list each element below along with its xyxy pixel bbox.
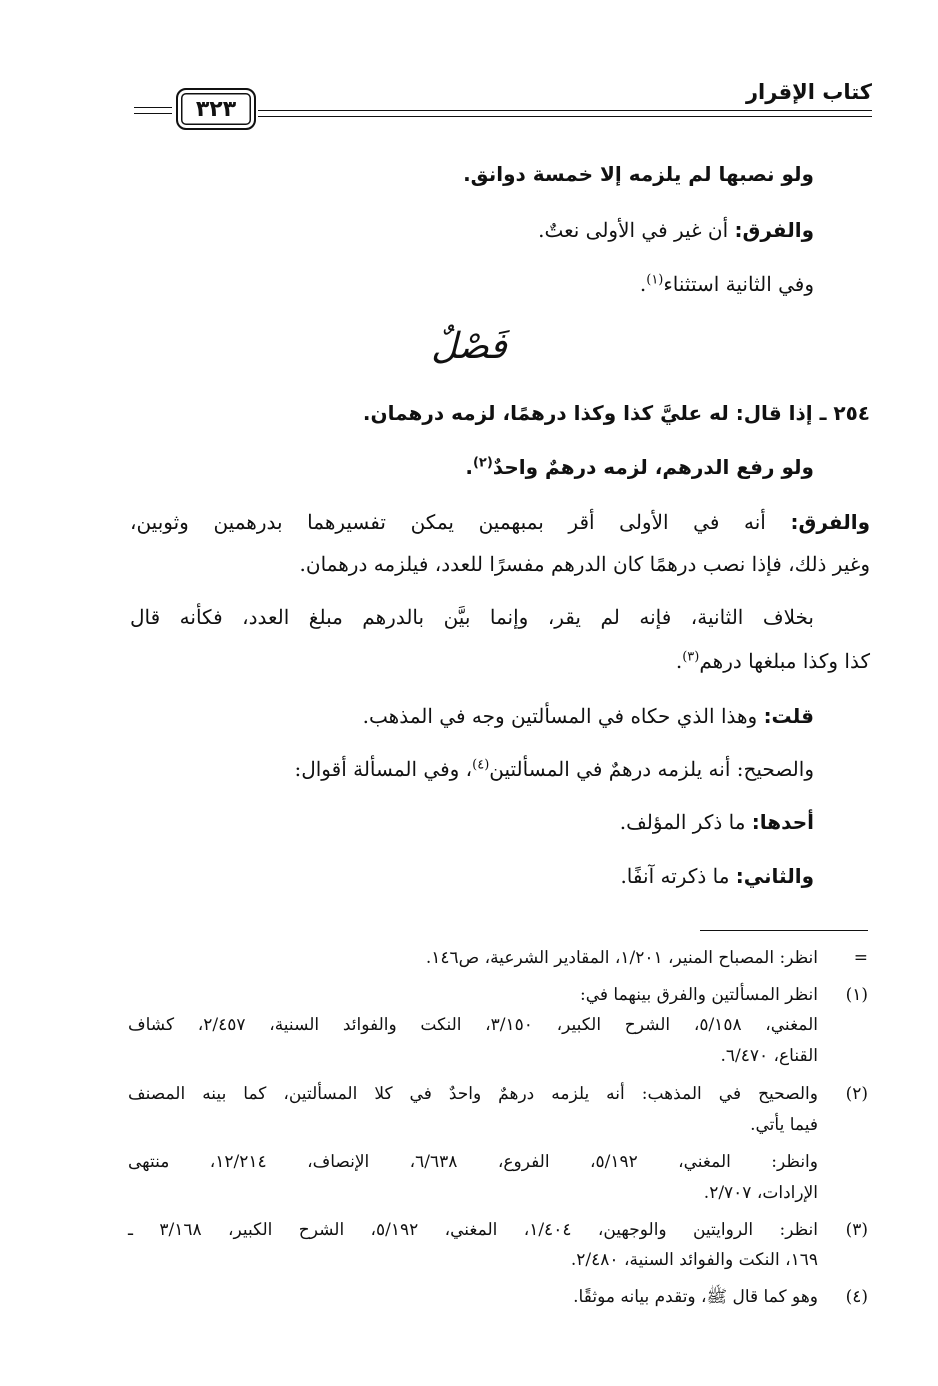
footnote-2-line-1: والصحيح في المذهب: أنه يلزمه درهمٌ واحدٌ في كلا المسألتين، كما بينه المصنف [128, 1084, 818, 1104]
footnote-1-line-2: المغني، ٥/١٥٨، الشرح الكبير، ٣/١٥٠، النكت والفوائد السنية، ٢/٤٥٧، كشاف [128, 1015, 818, 1035]
line-5-text: ولو رفع الدرهم، لزمه درهمٌ واحدٌ [492, 455, 814, 479]
text-line-5 [465, 453, 814, 481]
issue-254-heading: ٢٥٤ ـ إذا قال: له عليَّ كذا وكذا درهمًا، لزمه درهمان. [362, 401, 870, 425]
text-line-6 [130, 508, 870, 536]
footnote-ref-4[interactable]: (٤) [472, 757, 490, 773]
text-line-7: وغير ذلك، فإذا نصب درهمًا كان الدرهم مفسرًا للعدد، فيلزمه درهمان. [299, 552, 870, 576]
page-number-badge [176, 88, 256, 130]
footnote-ref-3[interactable]: (٣) [682, 649, 700, 665]
text-line-1: ولو نصبها لم يلزمه إلا خمسة دوانق. [463, 162, 814, 186]
text-line-8: بخلاف الثانية، فإنه لم يقر، وإنما بيَّن بالدرهم مبلغ العدد، فكأنه قال [130, 605, 815, 629]
text-line-3 [640, 270, 814, 298]
header-left-rule [134, 107, 172, 108]
header-left-rule-2 [134, 113, 172, 114]
text-line-13 [620, 862, 814, 890]
line-5-end: . [465, 455, 473, 479]
footnote-1-line-1: انظر المسألتين والفرق بينهما في: [580, 985, 818, 1005]
line-6-text: أنه في الأولى أقر بمبهمين يمكن تفسيرهما بدرهمين وثوبين، [130, 510, 791, 534]
text-line-12 [620, 808, 814, 836]
qultu-label: قلت: [763, 704, 814, 728]
line-10-text: وهذا الذي حكاه في المسألتين وجه في المذهب. [362, 704, 764, 728]
difference-label: والفرق: [734, 218, 814, 242]
line-3-end: . [639, 272, 647, 296]
difference-label-2: والفرق: [790, 510, 870, 534]
line-11-end: ، وفي المسألة أقوال: [294, 757, 473, 781]
footnote-2-line-4: الإرادات، ٢/٧٠٧. [703, 1183, 818, 1203]
footnote-1-mark: (١) [845, 985, 868, 1005]
line-2-text: أن غير في الأولى نعتٌ. [538, 218, 735, 242]
footnote-2-line-3: وانظر: المغني، ٥/١٩٢، الفروع، ٦/٦٣٨، الإنصاف، ١٢/٢١٤، منتهى [128, 1152, 818, 1172]
footnote-3-line-2: ١٦٩، النكت والفوائد السنية، ٢/٤٨٠. [570, 1250, 818, 1270]
header-rule [258, 110, 872, 111]
text-line-2 [538, 216, 814, 244]
footnote-3-mark: (٣) [845, 1220, 868, 1240]
footnote-ref-2[interactable]: (٢) [472, 455, 493, 471]
footnote-ref-1[interactable]: (١) [646, 272, 664, 288]
first-opinion-label: أحدها: [751, 810, 814, 834]
line-9-end: . [675, 649, 683, 673]
footnote-continuation-mark: = [853, 948, 868, 968]
line-13-text: ما ذكرته آنفًا. [620, 864, 736, 888]
line-11-text: والصحيح: أنه يلزمه درهمٌ في المسألتين [489, 757, 814, 781]
section-heading: فَصْلٌ [431, 326, 507, 367]
text-line-10 [363, 702, 814, 730]
text-line-11 [294, 755, 814, 783]
footnote-2-mark: (٢) [845, 1084, 868, 1104]
footnote-1-line-3: القناع، ٦/٤٧٠. [720, 1046, 818, 1066]
header-rule-thin [258, 116, 872, 117]
line-9-text: كذا وكذا مبلغها درهم [699, 649, 870, 673]
footnote-4: وهو كما قال ﷺ، وتقدم بيانه موثقًا. [573, 1287, 818, 1307]
running-header-title: كتاب الإقرار [745, 80, 872, 104]
page-number: ٣٢٣ [195, 96, 237, 122]
footnote-3-line-1: انظر: الروايتين والوجهين، ١/٤٠٤، المغني، ٥/١٩٢، الشرح الكبير، ٣/١٦٨ ـ [128, 1220, 818, 1240]
line-12-text: ما ذكر المؤلف. [619, 810, 752, 834]
footnote-separator [700, 930, 868, 931]
footnote-4-mark: (٤) [845, 1287, 868, 1307]
text-line-9 [676, 647, 870, 675]
second-opinion-label: والثاني: [735, 864, 814, 888]
footnote-continuation: انظر: المصباح المنير، ١/٢٠١، المقادير الشرعية، ص١٤٦. [425, 948, 818, 968]
line-3-text: وفي الثانية استثناء [663, 272, 814, 296]
footnote-2-line-2: فيما يأتي. [750, 1115, 818, 1135]
